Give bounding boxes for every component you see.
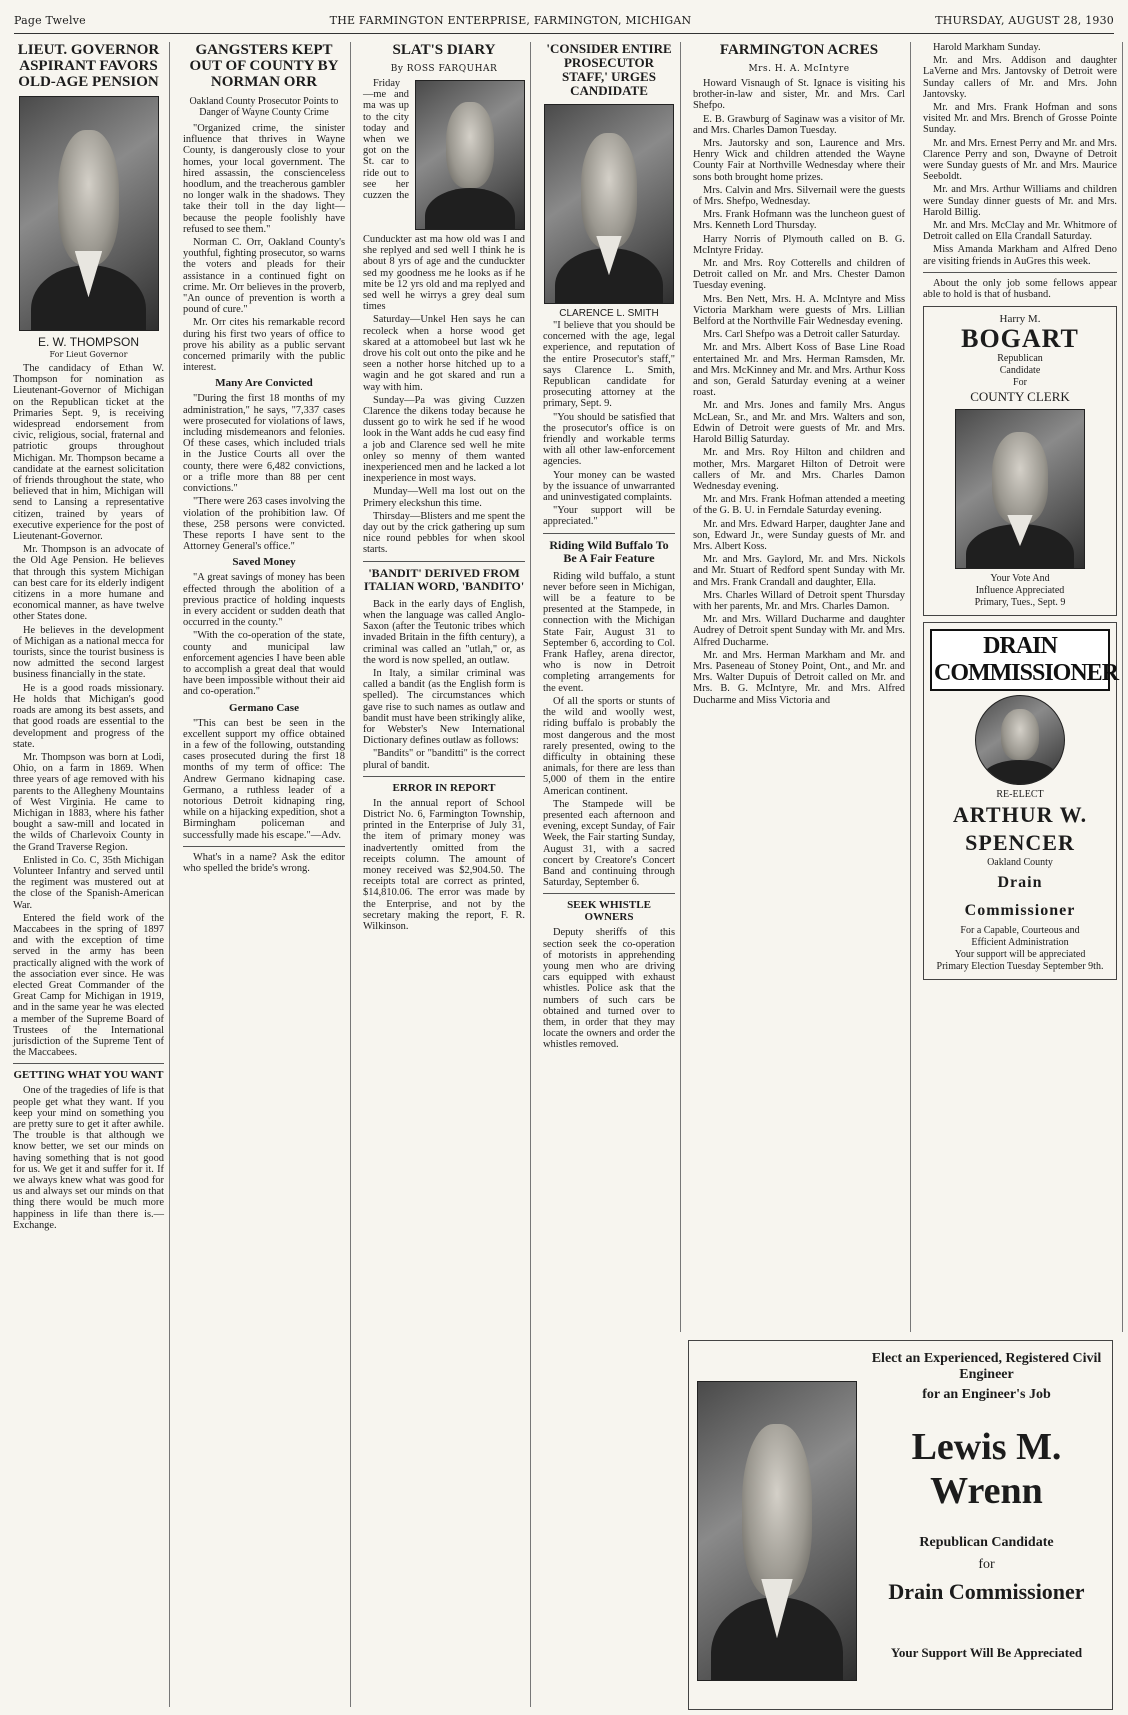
caption-smith: CLARENCE L. SMITH: [559, 308, 659, 319]
ad-bogart-footer: Your Vote And: [990, 573, 1050, 585]
byline-mcintyre: Mrs. H. A. McIntyre: [748, 64, 850, 74]
news-item: Mrs. Calvin and Mrs. Silvernail were the guests of Mrs. Shefpo, Wednesday.: [693, 184, 905, 208]
article-paragraph: In Italy, a similar criminal was called a bandit (as the English form is spelled). The circumstances which gave rise to such names as outlaw and bandit must have been strikingly alike, for Webster's New International Dictionary defines outlaw as follows:: [363, 667, 525, 747]
article-paragraph: The candidacy of Ethan W. Thompson for nomination as Lieutenant-Governor of Michigan on the Republican ticket at the Primaries Sept. 9, is receiving widespread endorsement from civic, religious, social, fraternal and patriotic groups throughout Michigan. Mr. Thompson became a candidate at the earnest solicitation of friends throughout the state, who believed that in him, Michigan will send to Lansing a representative citizen, trained by years of executive experience for the post of Lieutenant-Governor.: [13, 363, 164, 543]
ad-spencer-office: Commissioner: [964, 902, 1076, 920]
news-item: Mr. and Mrs. Gaylord, Mr. and Mrs. Nickols and Mr. Stuart of Redford spent Sunday with Mr. and Mrs. Frank Crandall and daughter, Ella.: [693, 554, 905, 588]
column-orr: [178, 42, 351, 1707]
article-paragraph: "Organized crime, the sinister influence that thrives in Wayne County, is dangerously close to your homes, your local government. The hired assassin, the conscienceless hoodlum, and the treacherous gambler no longer walk in the shadows. They take their toll in the day light—because the people foolishly have refused to see them.": [183, 123, 345, 235]
column-thompson: [8, 42, 170, 1707]
article-paragraph: Norman C. Orr, Oakland County's youthful, fighting prosecutor, so warns the voters and pleads for their assistance in a continued fight on crime. Mr. Orr believes in the proverb, "An ounce of prevention is worth a pound of cure.": [183, 237, 345, 316]
ad-bogart-footer: Influence Appreciated: [975, 585, 1065, 597]
page-number: Page Twelve: [14, 14, 86, 27]
news-item: Mr. and Mrs. Roy Cotterells and children of Detroit called on Mr. and Mrs. Chester Damon Tuesday evening.: [693, 258, 905, 292]
article-paragraph: "This can best be seen in the excellent support my office obtained in a few of the following, outstanding cases prosecuted during the first 18 months of my term of office: The Andrew Germano kidnaping case. Germano, a ruthless leader of a notorious Detroit kidnaping ring, while on a hijacking expedition, shot a Birmingham policeman and successfully made his escape."—Adv.: [183, 717, 345, 841]
article-paragraph: "During the first 18 months of my administration," he says, "7,337 cases were prosecuted for violations of laws, including misdemeanors and felonies. Of these cases, which included trials in the Justice Courts all over the county, there were 6,482 convictions, or a trifle more than 88 per cent convictions.": [183, 393, 345, 495]
headline-error-in-report: ERROR IN REPORT: [392, 781, 496, 794]
headline-farmington-acres: FARMINGTON ACRES: [719, 42, 879, 58]
news-item: Mr. and Mrs. Edward Harper, daughter Jane and son, Edward Jr., were Sunday guests of Mr. and Mrs. Albert Koss.: [693, 518, 905, 552]
ad-wrenn-party: Republican Candidate: [919, 1535, 1054, 1550]
news-item: Mr. and Mrs. Willard Ducharme and daughter Audrey of Detroit spent Sunday with Mr. and Mrs. Alfred Ducharme.: [693, 614, 905, 648]
ad-wrenn: [688, 1340, 1113, 1710]
ad-wrenn-for: for: [978, 1557, 995, 1572]
ad-bogart-party: Republican: [997, 353, 1043, 365]
ad-wrenn-tagline-2: for an Engineer's Job: [922, 1387, 1051, 1402]
photo-spencer: [975, 695, 1065, 785]
photo-thompson: [19, 96, 159, 331]
caption-thompson-sub: For Lieut Governor: [49, 350, 128, 359]
photo-wrenn: [697, 1381, 857, 1681]
news-item: Mrs. Jautorsky and son, Laurence and Mrs. Henry Wick and children attended the Wayne County Fair at Northville Wednesday where their sons both brought home prizes.: [693, 138, 905, 183]
ad-wrenn-tagline: Elect an Experienced, Registered Civil Engineer: [871, 1351, 1102, 1382]
news-item: Mr. and Mrs. Ernest Perry and Mr. and Mrs. Clarence Perry and son, Dwayne of Detroit were Sunday guests of Mr. and Mrs. Maurice Seeboldt.: [923, 137, 1117, 183]
headline-slats-diary: SLAT'S DIARY: [392, 42, 496, 58]
news-item: E. B. Grawburg of Saginaw was a visitor of Mr. and Mrs. Charles Damon Tuesday.: [693, 113, 905, 136]
article-paragraph: "Bandits" or "banditti" is the correct plural of bandit.: [363, 748, 525, 771]
article-paragraph: "Your support will be appreciated.": [543, 505, 675, 528]
ad-spencer: [923, 622, 1117, 980]
news-item: Mrs. Frank Hofmann was the luncheon guest of Mrs. Kenneth Lord Thursday.: [693, 209, 905, 232]
headline-thompson: LIEUT. GOVERNOR ASPIRANT FAVORS OLD-AGE PENSION: [17, 42, 160, 90]
article-paragraph: Riding wild buffalo, a stunt never before seen in Michigan, will be a feature to be presented at the Stampede, in connection with the Michigan State Fair, August 31 to September 6, according to Col. Frank Hafley, arena director, who is now in Detroit completing arrangements for the event.: [543, 570, 675, 694]
news-item: Mr. and Mrs. Frank Hofman and sons visited Mr. and Mrs. Brench of Grosse Pointe Sunday.: [923, 102, 1117, 136]
divider: [543, 893, 675, 894]
ad-bogart-name: BOGART: [961, 324, 1079, 354]
headline-smith: 'CONSIDER ENTIRE PROSECUTOR STAFF,' URGES CANDIDATE: [546, 42, 672, 98]
divider: [363, 561, 525, 562]
ad-spencer-banner: DRAIN COMMISSIONER: [930, 629, 1110, 691]
news-item: Mr. and Mrs. Frank Hofman attended a meeting of the G. B. U. in Ferndale Saturday evening.: [693, 494, 905, 517]
caption-thompson: E. W. THOMPSON: [37, 335, 140, 349]
news-item: Mr. and Mrs. Roy Hilton and children and mother, Mrs. Margaret Hilton of Detroit were callers of Mr. and Mrs. Charles Damon Wednesday evening.: [693, 447, 905, 492]
article-paragraph: "You should be satisfied that the prosecutor's office is on friendly and workable terms with all other law-enforcement agencies.: [543, 411, 675, 468]
illustration-slats: [415, 80, 525, 230]
ad-spencer-county: Oakland County: [987, 857, 1053, 869]
divider: [183, 846, 345, 847]
headline-buffalo: Riding Wild Buffalo To Be A Fair Feature: [549, 537, 669, 565]
news-item: Howard Visnaugh of St. Ignace is visiting his brother-in-law and sister, Mr. and Mrs. Carl Shefpo.: [693, 78, 905, 112]
article-paragraph: "With the co-operation of the state, county and municipal law enforcement agencies I have been able to accomplish a great deal that would have been impossible without their aid and co-operation.": [183, 630, 345, 698]
column-slats-diary: [358, 42, 531, 1707]
article-paragraph: Mr. Thompson was born at Lodi, Ohio, on a farm in 1869. When three years of age removed with his parents to the Allegheny Mountains of West Virginia. He came to Michigan in 1883, where his father bought a saw-mill and located in the wilds of Charlevoix County in the Grand Traverse Region.: [13, 751, 164, 853]
masthead: [14, 14, 1114, 34]
column-smith: [538, 42, 681, 1332]
news-item: Mrs. Carl Shefpo was a Detroit caller Saturday.: [703, 329, 900, 341]
article-paragraph: Back in the early days of English, when the language was called Anglo-Saxon (after the Teutonic tribes which invaded Britain in the fifth century), a criminal was called an "utlah," or, as the word is now spelled, an outlaw.: [363, 598, 525, 666]
divider: [363, 776, 525, 777]
article-paragraph: Your money can be wasted by the issuance of unwarranted and uninvestigated complaints.: [543, 469, 675, 504]
news-item: Miss Amanda Markham and Alfred Deno are visiting friends in AuGres this week.: [923, 244, 1117, 267]
news-item: Mr. and Mrs. Jones and family Mrs. Angus McLean, Sr., and Mr. and Mrs. Walters and son, Edwin of Detroit were guests of Mr. and Mrs. Harold Billig Saturday.: [693, 400, 905, 446]
article-paragraph: Mr. Orr cites his remarkable record during his first two years of office to prove his ability as a public servant concerned primarily with the public interest.: [183, 317, 345, 374]
news-item: Mr. and Mrs. Arthur Williams and children were Sunday dinner guests of Mr. and Mrs. Harold Billig.: [923, 184, 1117, 218]
ad-spencer-name: ARTHUR W.: [952, 802, 1088, 828]
ad-bogart-footer: Primary, Tues., Sept. 9: [974, 597, 1066, 609]
ad-bogart: [923, 306, 1117, 616]
section-heading: Germano Case: [229, 701, 299, 714]
article-paragraph: Entered the field work of the Maccabees in the spring of 1897 and with the exception of time served in the army has been practically aligned with the work of the association ever since. He was elected Great Commander of the Great Camp for Michigan in 1919, and in the same year he was elected a member of the Supreme Board of Trustees of the International jurisdiction of the Supreme Tent of the Maccabees.: [13, 912, 164, 1059]
news-item: Mrs. Ben Nett, Mrs. H. A. McIntyre and Miss Victoria Markham were guests of Mrs. Lillian Belford at the Northville Fair Wednesday evening.: [693, 293, 905, 328]
article-paragraph: "There were 263 cases involving the violation of the prohibition law. Of these, 258 persons were convicted. These reports I have sent to the Attorney General's office.": [183, 496, 345, 553]
ad-spencer-footer: Your support will be appreciated: [954, 949, 1086, 961]
article-paragraph: Munday—Well ma lost out on the Primery eleckshun this time.: [363, 486, 525, 509]
divider: [543, 533, 675, 534]
ad-bogart-candidate: Candidate: [999, 365, 1041, 377]
news-item: Mrs. Charles Willard of Detroit spent Thursday with her parents, Mr. and Mrs. Charles Damon.: [693, 589, 905, 612]
ad-spencer-office: Drain: [997, 874, 1043, 892]
newspaper-title: THE FARMINGTON ENTERPRISE, FARMINGTON, MICHIGAN: [329, 14, 692, 27]
news-item: Mr. and Mrs. Herman Markham and Mr. and Mrs. Paseneau of Stoney Point, Ont., and Mr. and Mrs. Walter Dupuis of Detroit called on Mr. and Mrs. B. G. McIntyre, Mr. and Mrs. Alfred Ducharme and Miss Victoria and: [693, 649, 905, 706]
news-item: Harold Markham Sunday.: [933, 42, 1041, 53]
article-paragraph: In the annual report of School District No. 6, Farmington Township, printed in the Enterprise of July 31, the item of primary money was inadvertently omitted from the receipts column. The amount of money received was $2,904.50. The receipts total are correct as printed, $14,810.06. The error was made by the Enterprise, and not by the secretary making the report, F. R. Wilkinson.: [363, 797, 525, 932]
column-farmington-acres: [688, 42, 911, 1332]
news-item: Mr. and Mrs. Addison and daughter LaVerne and Mrs. Jantovsky of Detroit were Sunday callers of Mr. and Mrs. John Jantovsky.: [923, 55, 1117, 100]
article-paragraph: "I believe that you should be concerned with the age, legal experience, and reputation of the entire Prosecutor's staff," says Clarence L. Smith, Republican candidate for prosecuting attorney at the primary, Sept. 9.: [543, 320, 675, 410]
column-ads: [918, 42, 1123, 1332]
article-paragraph: Thirsday—Blisters and me spent the day out by the crick gathering up sum nice round pebbles for when skool starts.: [363, 510, 525, 556]
news-item: Mr. and Mrs. McClay and Mr. Whitmore of Detroit called on Ella Crandall Saturday.: [923, 220, 1117, 243]
news-item: Mr. and Mrs. Albert Koss of Base Line Road entertained Mr. and Mrs. Herman Ramsden, Mr. and Mrs. McKinney and Mr. and Mrs. Arthur Koss and son, Gerald Saturday evening at a weiner roast.: [693, 342, 905, 399]
ad-spencer-reelect: RE-ELECT: [996, 789, 1044, 801]
ad-spencer-footer: Primary Election Tuesday September 9th.: [936, 961, 1104, 973]
byline-slats: By ROSS FARQUHAR: [390, 64, 498, 74]
ad-bogart-first-name: Harry M.: [999, 313, 1041, 326]
ad-wrenn-footer: Your Support Will Be Appreciated: [890, 1645, 1083, 1660]
subhead-orr: Oakland County Prosecutor Points to Danger of Wayne County Crime: [189, 96, 339, 118]
article-paragraph: Mr. Thompson is an advocate of the Old Age Pension. He believes that through this system Michigan can best care for its elderly indigent citizens in a more humane and economical manner, as have twelve other States done.: [13, 544, 164, 623]
divider: [13, 1063, 164, 1064]
article-paragraph: Saturday—Unkel Hen says he can recoleck when a horse wood get skared at a attomobeel but last wk he drove his colt out onto the pike and he seen a nother horse hitched up to a wagin and he got skared and run a way with him.: [363, 314, 525, 393]
headline-orr: GANGSTERS KEPT OUT OF COUNTY BY NORMAN ORR: [189, 42, 339, 90]
article-paragraph: Sunday—Pa was giving Cuzzen Clarence the dikens today because he dussent go to wirk he sed if he wood look in the Want adds he cud easy find a job and Clarence sed well he mite onley so menny of them wanted inexperienced men and he lacked a lot inexperience in most ways.: [363, 394, 525, 485]
news-item: Harry Norris of Plymouth called on B. G. McIntyre Friday.: [693, 233, 905, 256]
section-heading: Many Are Convicted: [215, 377, 313, 390]
ad-wrenn-office: Drain Commissioner: [888, 1579, 1085, 1604]
headline-seek-whistle-owners: SEEK WHISTLE OWNERS: [567, 899, 651, 924]
section-heading: Saved Money: [232, 556, 296, 569]
article-paragraph: Of all the sports or stunts of the wild and woolly west, riding buffalo is probably the most dangerous and the most rarely presented, owing to the difficulty in obtaining these animals, for there are less than 5,000 of them in the entire American continent.: [543, 695, 675, 797]
headline-getting-what-you-want: GETTING WHAT YOU WANT: [13, 1069, 164, 1082]
photo-smith: [544, 104, 674, 304]
article-paragraph: He is a good roads missionary. He holds that Michigan's good roads are among its best assets, and that good roads are essential to the development and progress of the state.: [13, 682, 164, 750]
issue-date: THURSDAY, AUGUST 28, 1930: [935, 14, 1114, 27]
article-paragraph: One of the tragedies of life is that people get what they want. If you keep your mind on something you are pretty sure to get it after awhile. The trouble is that although we know better, we set our minds on having something that is not good for us. We get it and suffer for it. If we always knew what was good for us and always set our minds on that thing there would be much more happiness in life than there is.—Exchange.: [13, 1085, 164, 1231]
article-paragraph: Friday—me and ma was up to the city today and when we got on the St. car to ride out to see her cuzzen the Cunduckter ast ma how old was I and she replyed and sed well I think he is about 8 yrs of age and the cunduckter sed my goodness me he looks as if he mite be 12 yrs old and ma replyed and sed well he wirrys a grey deal sum times: [363, 78, 525, 313]
photo-bogart: [955, 409, 1085, 569]
ad-wrenn-name: Lewis M. Wrenn: [911, 1426, 1062, 1512]
article-paragraph: What's in a name? Ask the editor who spelled the bride's wrong.: [183, 851, 345, 874]
headline-bandit: 'BANDIT' DERIVED FROM ITALIAN WORD, 'BANDITO': [363, 565, 525, 593]
article-paragraph: "A great savings of money has been effected through the abolition of a previous practice of holding inquests in every accident or sudden death that occurred in the county.": [183, 572, 345, 629]
filler-item: About the only job some fellows appear able to hold is that of husband.: [923, 277, 1117, 301]
ad-spencer-surname: SPENCER: [965, 830, 1075, 856]
ad-spencer-footer: For a Capable, Courteous and: [960, 925, 1080, 937]
article-paragraph: The Stampede will be presented each afternoon and evening, except Sunday, of Fair Week, the Fair starting Sunday, August 31, with a sacred concert by Creatore's Concert Band and continuing through Saturday, September 6.: [543, 798, 675, 889]
article-paragraph: Deputy sheriffs of this section seek the co-operation of motorists in apprehending young men who are driving cars equipped with exhaust whistles. Police ask that the numbers of such cars be obtained and turned over to them, in order that they may locate the owners and order the whistles removed.: [543, 927, 675, 1051]
ad-spencer-footer: Efficient Administration: [971, 937, 1069, 949]
divider: [923, 272, 1117, 273]
article-paragraph: He believes in the development of Michigan as a national mecca for tourists, since the tourist business is now admitted the second largest business financially in the state.: [13, 624, 164, 681]
article-paragraph: Enlisted in Co. C, 35th Michigan Volunteer Infantry and served until the regiment was mustered out at the close of the Spanish-American War.: [13, 854, 164, 911]
ad-bogart-office: COUNTY CLERK: [970, 389, 1070, 405]
ad-bogart-for: For: [1013, 377, 1027, 389]
